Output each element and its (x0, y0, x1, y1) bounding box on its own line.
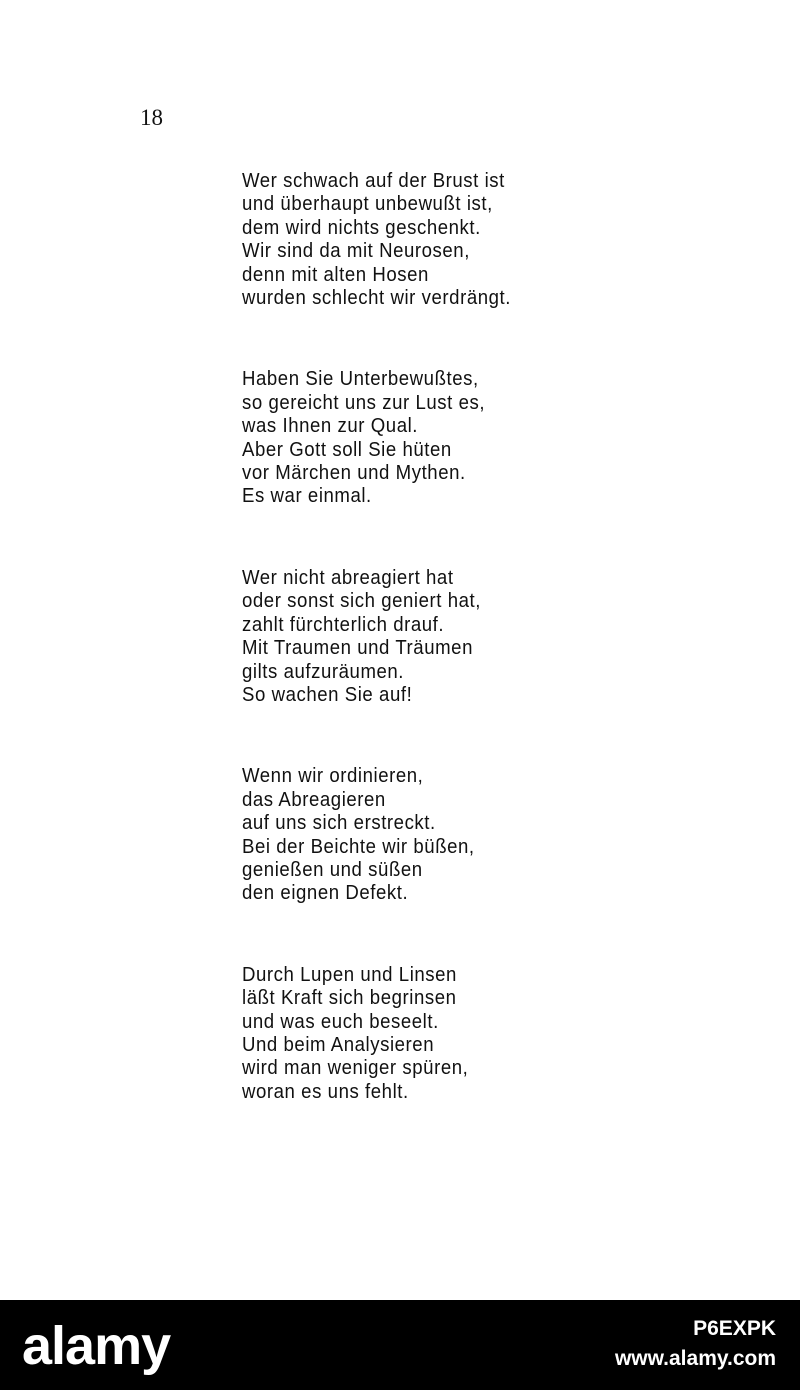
poem-line: gilts aufzuräumen. (242, 660, 405, 683)
poem-line: Wenn wir ordinieren, (242, 765, 424, 788)
stanza-1 (242, 170, 572, 310)
poem-line: den eignen Defekt. (242, 882, 409, 905)
poem-line: Bei der Beichte wir büßen, (242, 835, 475, 858)
brand-url: www.alamy.com (614, 1347, 776, 1370)
poem-line: Durch Lupen und Linsen (242, 963, 457, 986)
poem-line: Haben Sie Unterbewußtes, (242, 368, 479, 391)
poem-line: so gereicht uns zur Lust es, (242, 391, 486, 414)
poem-line: was Ihnen zur Qual. (242, 415, 419, 438)
poem (242, 170, 572, 1162)
poem-line: dem wird nichts geschenkt. (242, 216, 481, 239)
poem-line: wurden schlecht wir verdrängt. (242, 287, 511, 310)
image-id: P6EXPK (693, 1317, 776, 1340)
page-number: 18 (140, 105, 163, 130)
poem-line: Aber Gott soll Sie hüten (242, 438, 452, 461)
poem-line: Wer schwach auf der Brust ist (242, 170, 505, 192)
poem-line: So wachen Sie auf! (242, 683, 413, 706)
poem-line: denn mit alten Hosen (242, 263, 429, 286)
stanza-3 (242, 567, 572, 707)
poem-line: woran es uns fehlt. (242, 1080, 409, 1103)
poem-line: und überhaupt unbewußt ist, (242, 193, 493, 216)
poem-line: Und beim Analysieren (242, 1033, 435, 1056)
poem-line: auf uns sich erstreckt. (242, 812, 436, 835)
stanza-5 (242, 964, 572, 1104)
brand-logo: alamy (22, 1316, 171, 1376)
stanza-4 (242, 765, 572, 905)
poem-line: läßt Kraft sich begrinsen (242, 987, 457, 1010)
poem-line: Mit Traumen und Träumen (242, 637, 473, 660)
poem-line: Wir sind da mit Neurosen, (242, 240, 470, 263)
poem-line: oder sonst sich geniert hat, (242, 590, 481, 613)
poem-line: zahlt fürchterlich drauf. (242, 613, 445, 636)
watermark-banner (0, 1300, 800, 1390)
poem-line: genießen und süßen (242, 858, 423, 881)
poem-line: Es war einmal. (242, 485, 372, 508)
poem-line: Wer nicht abreagiert hat (242, 566, 454, 589)
stanza-2 (242, 368, 572, 508)
poem-line: wird man weniger spüren, (242, 1057, 469, 1080)
poem-line: vor Märchen und Mythen. (242, 462, 466, 485)
poem-line: und was euch beseelt. (242, 1010, 439, 1033)
poem-line: das Abreagieren (242, 788, 386, 811)
